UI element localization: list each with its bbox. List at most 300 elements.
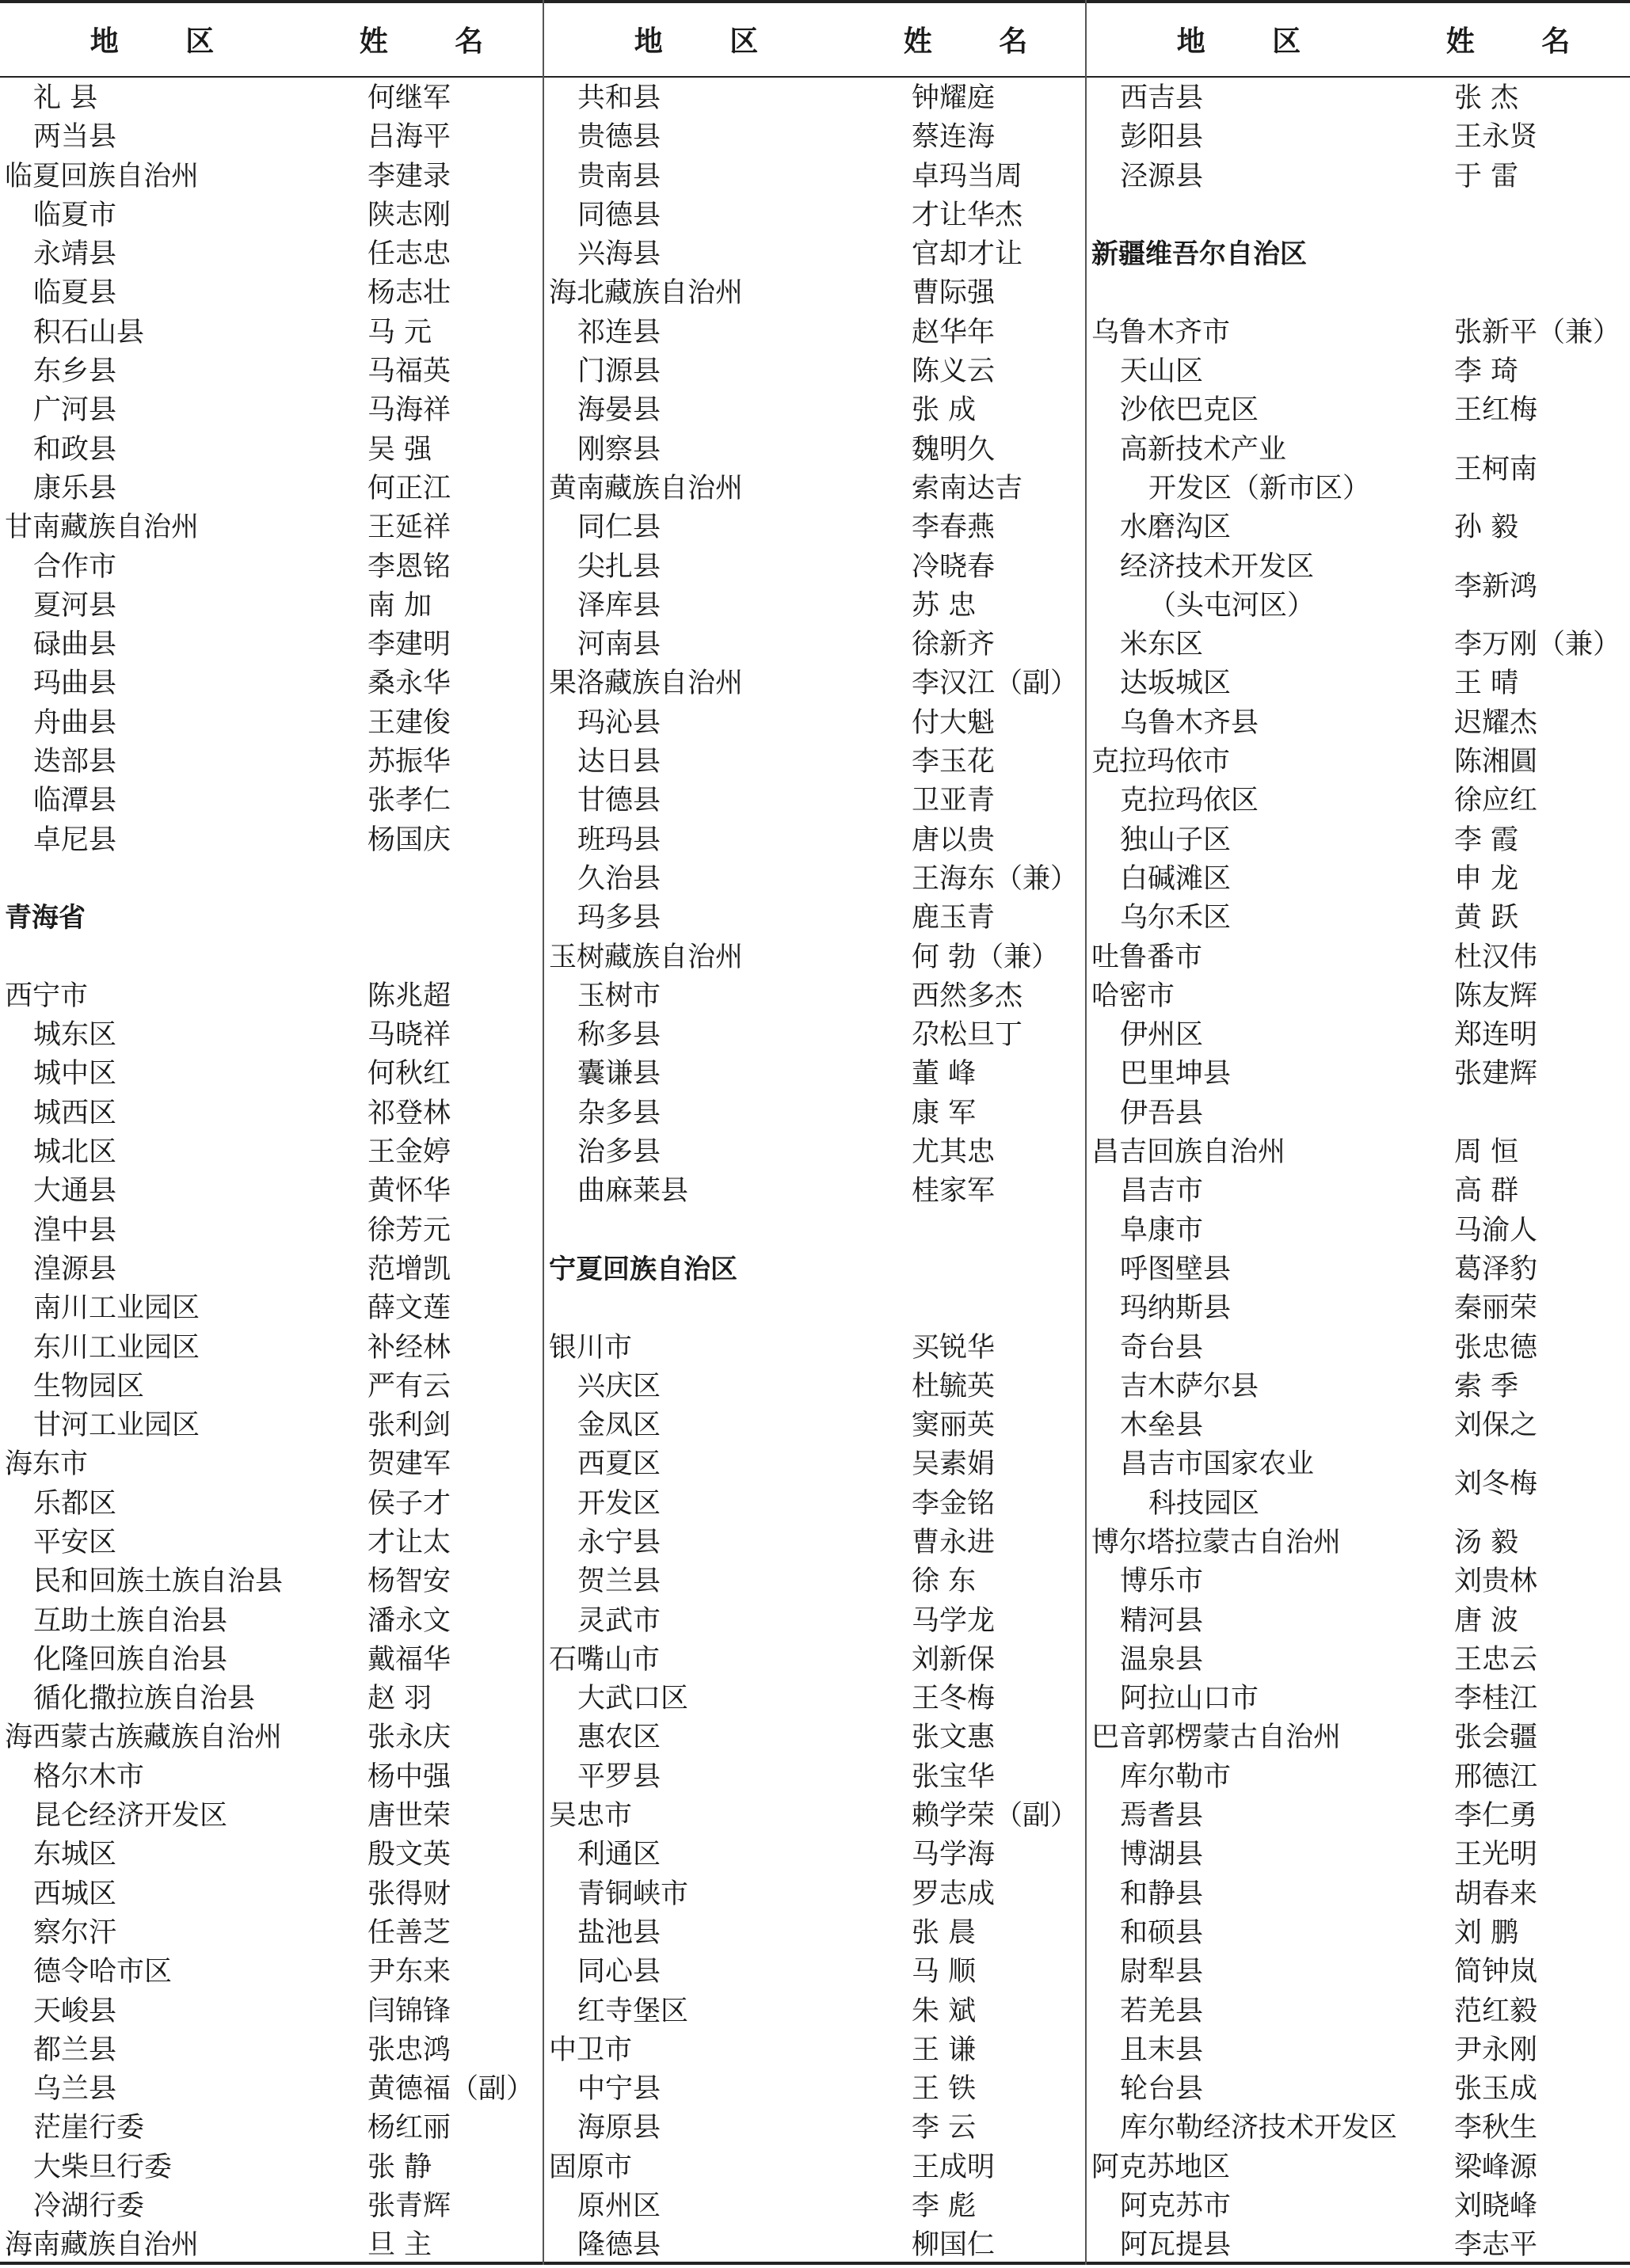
region-cell [577, 1836, 661, 1874]
table-row [544, 470, 1085, 508]
name-cell: 鹿玉青 [912, 902, 996, 934]
table-row [544, 1718, 1085, 1757]
name-cell: 马 顺 [912, 1956, 977, 1988]
region-text: 乌尔禾区 [1120, 902, 1232, 934]
name-cell: 官却才让 [912, 238, 1023, 271]
table-row [1087, 860, 1630, 899]
name-cell: 桂家军 [912, 1175, 996, 1208]
name-cell: 董 峰 [912, 1058, 977, 1090]
name-cell: 付大魁 [912, 706, 996, 739]
region-text: 甘南藏族自治州 [5, 512, 200, 544]
region-text: 东川工业园区 [33, 1331, 200, 1364]
name-cell: 高 群 [1454, 1175, 1519, 1208]
region-cell [577, 1172, 688, 1211]
region-cell [1120, 508, 1231, 547]
region-text: 玛沁县 [577, 706, 661, 739]
region-cell [577, 1992, 688, 2031]
region-cell [577, 1485, 661, 1524]
region-text: 玉树藏族自治州 [549, 941, 744, 973]
name-cell: 黄 跃 [1454, 902, 1519, 934]
region-text: 海原县 [577, 2112, 661, 2144]
table-row [544, 1836, 1085, 1874]
table-row [544, 2148, 1085, 2187]
region-cell [1120, 2109, 1397, 2148]
region-text: 哈密市 [1091, 980, 1175, 1012]
region-text: 和硕县 [1120, 1916, 1204, 1949]
region-cell [1120, 821, 1231, 860]
region-text: 化隆回族自治县 [33, 1643, 228, 1676]
spacer-row [0, 938, 543, 977]
region-text: 平安区 [33, 1526, 117, 1558]
region-text: 宁夏回族自治区 [549, 1253, 737, 1285]
name-cell: 尤其忠 [912, 1136, 996, 1169]
table-row [544, 158, 1085, 196]
table-row [1087, 1133, 1630, 1172]
name-cell: 刘冬梅 [1454, 1468, 1538, 1501]
name-header: 姓 名 [1445, 25, 1599, 58]
region-cell [1120, 158, 1203, 196]
region-text: 高新技术产业 [1120, 433, 1287, 466]
column-header [1087, 17, 1630, 65]
region-cell [577, 158, 661, 196]
column-header [0, 17, 543, 65]
table-row [544, 79, 1085, 118]
table-row [0, 158, 543, 196]
region-cell [1120, 860, 1231, 899]
region-cell [1120, 1289, 1231, 1328]
region-header: 地 区 [1176, 25, 1330, 58]
region-text: 昌吉市 [1120, 1175, 1204, 1208]
region-cell [1120, 782, 1259, 820]
name-cell: 吴 强 [368, 433, 432, 466]
table-row [544, 1875, 1085, 1914]
region-cell [33, 1953, 172, 1992]
table-row [1087, 1836, 1630, 1874]
table-row [544, 1445, 1085, 1484]
region-text: 康乐县 [33, 472, 117, 504]
table-row [544, 626, 1085, 664]
region-text: 且末县 [1120, 2034, 1204, 2066]
region-cell [1120, 2226, 1231, 2265]
region-text: 玛曲县 [33, 668, 117, 700]
name-cell: 陈兆超 [368, 980, 451, 1012]
name-cell: 徐新齐 [912, 629, 996, 661]
table-row [0, 782, 543, 820]
region-cell [549, 1641, 660, 1680]
name-cell: 刘贵林 [1454, 1566, 1538, 1598]
region-cell [577, 1094, 661, 1133]
name-cell: 补经林 [368, 1331, 451, 1364]
name-cell: 张文惠 [912, 1722, 996, 1754]
table-row [0, 431, 543, 470]
region-cell [33, 1094, 116, 1133]
region-cell [33, 235, 116, 274]
region-text: 夏河县 [33, 589, 117, 622]
name-cell: 徐 东 [912, 1566, 977, 1598]
region-text: 循化撒拉族自治县 [33, 1683, 256, 1715]
region-cell [33, 470, 116, 508]
name-cell: 李 云 [912, 2112, 977, 2144]
region-text: 同心县 [577, 1956, 661, 1988]
table-row [1087, 782, 1630, 820]
region-text: 隆德县 [577, 2229, 661, 2262]
name-cell: 梁峰源 [1454, 2151, 1538, 2183]
name-cell: 张孝仁 [368, 785, 451, 817]
name-cell: 任志忠 [368, 238, 451, 271]
region-cell [33, 626, 116, 664]
region-cell [33, 2031, 116, 2070]
table-row [1087, 1562, 1630, 1601]
name-cell: 杨智安 [368, 1566, 451, 1598]
region-cell [33, 1172, 116, 1211]
name-cell: 刘晓峰 [1454, 2190, 1538, 2223]
name-cell: 赖学荣（副） [912, 1800, 1079, 1832]
region-cell [1091, 314, 1230, 352]
table-row [0, 1133, 543, 1172]
table-row [0, 2148, 543, 2187]
region-text: 合作市 [33, 550, 117, 583]
name-cell: 何秋红 [368, 1058, 451, 1090]
region-text: 西吉县 [1120, 82, 1204, 114]
table-row [544, 196, 1085, 235]
region-cell [577, 235, 661, 274]
name-cell: 何继军 [368, 82, 451, 114]
region-cell [1120, 1641, 1203, 1680]
name-cell: 李 琦 [1454, 356, 1519, 388]
region-cell [1120, 1875, 1203, 1914]
region-text: 两当县 [33, 121, 117, 154]
name-cell: 王 铁 [912, 2073, 977, 2106]
section-heading-row [0, 899, 543, 938]
region-cell [549, 938, 743, 977]
region-text: 玛纳斯县 [1120, 1292, 1232, 1325]
table-row [1087, 626, 1630, 664]
name-cell: 苏 忠 [912, 589, 977, 622]
table-row [544, 1758, 1085, 1797]
spacer-row [1087, 196, 1630, 235]
region-text: 杂多县 [577, 1097, 661, 1129]
name-cell: 贺建军 [368, 1448, 451, 1481]
region-text: 白碱滩区 [1120, 862, 1232, 895]
region-text: 临夏县 [33, 277, 117, 310]
region-text: 生物园区 [33, 1370, 145, 1402]
region-cell [5, 2226, 199, 2265]
region-text-continued: 开发区（新市区） [1148, 472, 1371, 504]
region-cell [33, 1250, 116, 1289]
region-cell [1120, 1172, 1203, 1211]
name-cell: 桑永华 [368, 668, 451, 700]
table-row [544, 2187, 1085, 2226]
name-cell: 张宝华 [912, 1760, 996, 1793]
region-text-continued: （头屯河区） [1148, 589, 1316, 622]
table-row [0, 391, 543, 430]
name-cell: 李万刚（兼） [1454, 629, 1621, 661]
name-cell: 于 雷 [1454, 160, 1519, 192]
name-cell: 王永贤 [1454, 121, 1538, 154]
table-row [0, 1641, 543, 1680]
table-row [1087, 1797, 1630, 1836]
table-row [1087, 2226, 1630, 2265]
region-text: 若羌县 [1120, 1995, 1204, 2027]
table-row [1087, 1055, 1630, 1094]
table-row [0, 2226, 543, 2265]
region-cell [5, 508, 199, 547]
table-row [544, 1524, 1085, 1562]
table-row [544, 1797, 1085, 1836]
region-text: 库尔勒经济技术开发区 [1120, 2112, 1398, 2144]
name-cell: 王延祥 [368, 512, 451, 544]
name-cell: 薛文莲 [368, 1292, 451, 1325]
table-row [0, 977, 543, 1016]
region-text: 木垒县 [1120, 1410, 1204, 1442]
region-text: 经济技术开发区 [1120, 550, 1315, 583]
table-row [0, 1329, 543, 1368]
name-cell: 范红毅 [1454, 1995, 1538, 2027]
name-cell: 吴素娟 [912, 1448, 996, 1481]
region-text: 甘德县 [577, 785, 661, 817]
region-cell [33, 1016, 116, 1055]
region-text: 共和县 [577, 82, 661, 114]
region-text: 新疆维吾尔自治区 [1091, 238, 1307, 271]
table-row [1087, 314, 1630, 352]
table-row [0, 1562, 543, 1601]
name-cell: 罗志成 [912, 1878, 996, 1910]
region-text: 积石山县 [33, 316, 145, 348]
region-cell [1120, 1562, 1203, 1601]
name-cell: 赵 羽 [368, 1683, 432, 1715]
name-cell: 马福英 [368, 356, 451, 388]
region-text: 平罗县 [577, 1760, 661, 1793]
region-text: 迭部县 [33, 746, 117, 778]
region-text: 西夏区 [577, 1448, 661, 1481]
table-row [544, 2226, 1085, 2265]
region-cell [33, 548, 116, 587]
region-text: 果洛藏族自治州 [549, 668, 744, 700]
table-row [544, 664, 1085, 703]
name-cell: 郑连明 [1454, 1019, 1538, 1052]
table-row [0, 548, 543, 587]
region-cell [33, 743, 116, 782]
name-cell: 柳国仁 [912, 2229, 996, 2262]
region-text: 博尔塔拉蒙古自治州 [1091, 1526, 1342, 1558]
region-cell [577, 587, 661, 626]
table-row [1087, 1212, 1630, 1250]
region-text: 海东市 [5, 1448, 89, 1481]
region-cell [1120, 2031, 1203, 2070]
region-cell [1120, 1329, 1203, 1368]
name-cell: 李金铭 [912, 1487, 996, 1520]
name-cell: 尕松旦丁 [912, 1019, 1023, 1052]
region-text: 东乡县 [33, 356, 117, 388]
name-cell: 王忠云 [1454, 1643, 1538, 1676]
region-text: 博乐市 [1120, 1566, 1204, 1598]
table-row [0, 1524, 543, 1562]
name-cell: 张忠德 [1454, 1331, 1538, 1364]
table-row [1087, 1758, 1630, 1797]
name-cell: 钟耀庭 [912, 82, 996, 114]
name-cell: 索南达吉 [912, 472, 1023, 504]
table-row [0, 1016, 543, 1055]
region-cell [5, 1445, 88, 1484]
region-cell [33, 821, 116, 860]
region-cell [577, 1445, 661, 1484]
region-text: 都兰县 [33, 2034, 117, 2066]
region-cell [549, 1329, 632, 1368]
name-cell: 李建明 [368, 629, 451, 661]
region-text: 舟曲县 [33, 706, 117, 739]
region-text: 独山子区 [1120, 824, 1232, 856]
name-cell: 索 季 [1454, 1370, 1519, 1402]
name-cell: 范增凯 [368, 1253, 451, 1285]
region-cell [577, 1406, 661, 1445]
region-text: 贵南县 [577, 160, 661, 192]
section-title [5, 899, 86, 938]
table-row [0, 235, 543, 274]
spacer-row [1087, 274, 1630, 313]
region-cell [1120, 431, 1370, 509]
region-text-continued: 科技园区 [1148, 1487, 1260, 1520]
region-cell [33, 1133, 116, 1172]
region-text: 昌吉市国家农业 [1120, 1448, 1315, 1481]
region-text: 玉树市 [577, 980, 661, 1012]
region-cell [33, 1524, 116, 1562]
name-cell: 张利剑 [368, 1410, 451, 1442]
table-row [0, 79, 543, 118]
spacer-row [544, 1289, 1085, 1328]
name-cell: 葛泽豹 [1454, 1253, 1538, 1285]
region-text: 互助土族自治县 [33, 1604, 228, 1637]
region-text: 惠农区 [577, 1722, 661, 1754]
section-title [1091, 235, 1307, 274]
region-text: 玛多县 [577, 902, 661, 934]
region-text: 阿瓦提县 [1120, 2229, 1232, 2262]
table-row [544, 1680, 1085, 1718]
region-cell [577, 1133, 661, 1172]
table-row [544, 2109, 1085, 2148]
name-cell: 张建辉 [1454, 1058, 1538, 1090]
name-cell: 李秋生 [1454, 2112, 1538, 2144]
name-cell: 胡春来 [1454, 1878, 1538, 1910]
section-heading-row [1087, 235, 1630, 274]
region-cell [33, 704, 116, 743]
region-cell [33, 782, 116, 820]
region-cell [577, 1953, 661, 1992]
name-cell: 买锐华 [912, 1331, 996, 1364]
table-row [1087, 1172, 1630, 1211]
row-list [0, 79, 543, 2266]
table-row [0, 1250, 543, 1289]
table-row [544, 2070, 1085, 2109]
region-cell [1120, 1250, 1231, 1289]
name-cell: 杨志壮 [368, 277, 451, 310]
table-row [0, 1445, 543, 1484]
region-text: 和政县 [33, 433, 117, 466]
table-row [0, 470, 543, 508]
region-cell [577, 1016, 661, 1055]
table-row [544, 548, 1085, 587]
name-cell: 李桂江 [1454, 1683, 1538, 1715]
region-text: 贺兰县 [577, 1566, 661, 1598]
region-cell [577, 860, 661, 899]
name-cell: 李仁勇 [1454, 1800, 1538, 1832]
region-cell [33, 118, 116, 157]
region-text: 海北藏族自治州 [549, 277, 744, 310]
region-cell [577, 1875, 688, 1914]
region-cell [1091, 938, 1202, 977]
region-text: 达坂城区 [1120, 668, 1232, 700]
region-text: 天山区 [1120, 356, 1204, 388]
name-cell: 王 晴 [1454, 668, 1519, 700]
region-cell [33, 2070, 116, 2109]
region-cell [1120, 1680, 1259, 1718]
region-text: 东城区 [33, 1839, 117, 1871]
table-row [1087, 118, 1630, 157]
table-row [544, 431, 1085, 470]
region-text: 兴海县 [577, 238, 661, 271]
table-row [0, 274, 543, 313]
name-cell: 张忠鸿 [368, 2034, 451, 2066]
name-cell: 陈湘圓 [1454, 746, 1538, 778]
name-cell: 秦丽荣 [1454, 1292, 1538, 1325]
region-cell [1120, 1212, 1203, 1250]
region-cell [577, 1055, 661, 1094]
name-cell: 张青辉 [368, 2190, 451, 2223]
name-cell: 殷文英 [368, 1839, 451, 1871]
region-text: 临潭县 [33, 785, 117, 817]
region-text: 伊吾县 [1120, 1097, 1204, 1129]
region-text: 治多县 [577, 1136, 661, 1169]
region-text: 米东区 [1120, 629, 1204, 661]
table-row [1087, 1641, 1630, 1680]
region-cell [1120, 2070, 1203, 2109]
table-row [0, 1212, 543, 1250]
region-text: 焉耆县 [1120, 1800, 1204, 1832]
name-cell: 杨红丽 [368, 2112, 451, 2144]
region-text: 黄南藏族自治州 [549, 472, 744, 504]
table-row [1087, 977, 1630, 1016]
table-row [544, 391, 1085, 430]
region-cell [577, 2226, 661, 2265]
table-row [0, 1368, 543, 1406]
table-column-2 [544, 0, 1085, 2265]
region-cell [577, 508, 661, 547]
name-cell: 马学海 [912, 1839, 996, 1871]
name-cell: 马渝人 [1454, 1214, 1538, 1246]
table-row [1087, 2070, 1630, 2109]
region-cell [33, 1641, 227, 1680]
table-column-3 [1087, 0, 1630, 2265]
region-cell [1091, 2148, 1230, 2187]
name-cell: 黄怀华 [368, 1175, 451, 1208]
table-row [0, 626, 543, 664]
spacer-row [544, 1212, 1085, 1250]
region-cell [577, 977, 661, 1016]
region-text: 温泉县 [1120, 1643, 1204, 1676]
name-cell: 王柯南 [1454, 453, 1538, 485]
name-cell: 马海祥 [368, 394, 451, 427]
region-cell [577, 704, 661, 743]
table-row [0, 1172, 543, 1211]
region-text: 湟中县 [33, 1214, 117, 1246]
table-row [0, 2109, 543, 2148]
region-cell [1120, 1836, 1203, 1874]
region-text: 开发区 [577, 1487, 661, 1520]
region-text: 青铜峡市 [577, 1878, 689, 1910]
region-text: 水磨沟区 [1120, 512, 1232, 544]
name-cell: 陈义云 [912, 356, 996, 388]
region-text: 曲麻莱县 [577, 1175, 689, 1208]
name-cell: 康 军 [912, 1097, 977, 1129]
